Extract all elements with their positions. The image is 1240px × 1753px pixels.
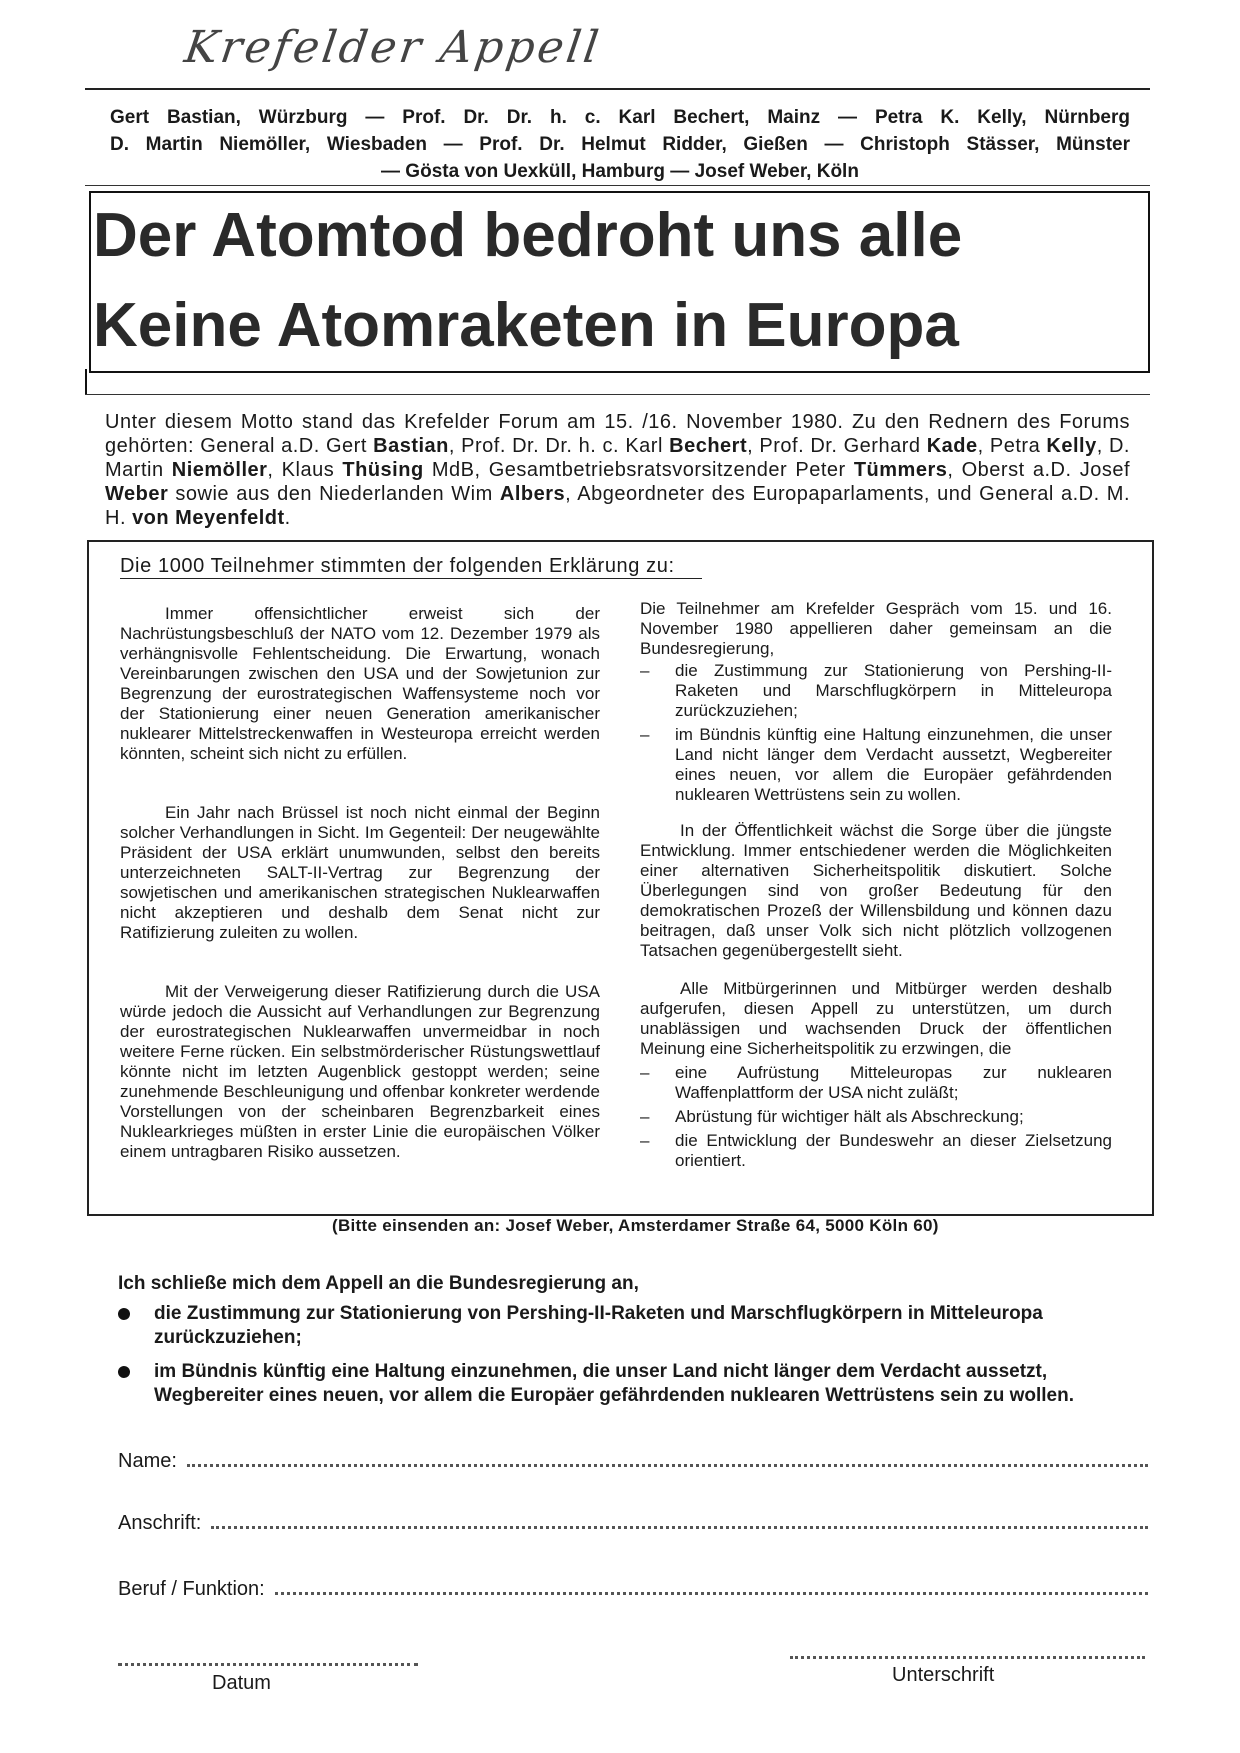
profession-label: Beruf / Funktion: bbox=[118, 1578, 265, 1600]
profession-field[interactable] bbox=[118, 1578, 1148, 1601]
dash-item bbox=[640, 1131, 1112, 1171]
speaker-name: Bechert bbox=[669, 435, 748, 457]
speaker-name: Kade bbox=[926, 435, 978, 457]
dash-marker: – bbox=[640, 1107, 650, 1126]
dash-item-text: im Bündnis künftig eine Haltung einzunehmen, die unser Land nicht länger dem Verdacht aussetzt, Wegbereiter eines neuen, vor allem die Europäer gefährdenden nuklearen Wettrüstens sein zu wollen. bbox=[675, 725, 1112, 804]
dash-item bbox=[640, 661, 1112, 721]
speaker-name: Albers bbox=[499, 483, 566, 505]
pledge-intro: Ich schließe mich dem Appell an die Bundesregierung an, bbox=[118, 1273, 639, 1294]
intro-text: . bbox=[284, 507, 291, 529]
signatories-line: D. Martin Niemöller, Wiesbaden — Prof. Dr. Helmut Ridder, Gießen — Christoph Stässer, Münster bbox=[110, 134, 1130, 155]
intro-text: , D. Martin bbox=[105, 435, 1130, 481]
dash-item bbox=[640, 1107, 1112, 1127]
speaker-name: Niemöller bbox=[171, 459, 268, 481]
address-label: Anschrift: bbox=[118, 1512, 202, 1534]
intro-text: sowie aus den Niederlanden Wim bbox=[168, 483, 500, 505]
dash-marker: – bbox=[640, 661, 650, 680]
intro-text: , Klaus bbox=[267, 459, 343, 481]
signature-label: Unterschrift bbox=[892, 1664, 995, 1686]
bullet-icon bbox=[118, 1366, 130, 1378]
dash-item-text: Abrüstung für wichtiger hält als Abschreckung; bbox=[675, 1107, 1024, 1126]
pledge-item-text: im Bündnis künftig eine Haltung einzunehmen, die unser Land nicht länger dem Verdacht aussetzt, Wegbereiter eines neuen, vor allem die Europäer gefährdenden nuklearen Wettrüstens sein zu wollen. bbox=[154, 1361, 1074, 1406]
date-label: Datum bbox=[212, 1672, 271, 1694]
name-field[interactable] bbox=[118, 1450, 1148, 1473]
headline-line-1: Der Atomtod bedroht uns alle bbox=[93, 201, 963, 270]
declaration-title: Die 1000 Teilnehmer stimmten der folgenden Erklärung zu: bbox=[120, 555, 675, 577]
divider bbox=[85, 369, 87, 395]
divider bbox=[85, 394, 1150, 395]
date-input-line[interactable] bbox=[118, 1663, 418, 1666]
dash-item-text: die Entwicklung der Bundeswehr an dieser Zielsetzung orientiert. bbox=[675, 1131, 1112, 1170]
speaker-name: Thüsing bbox=[342, 459, 424, 481]
intro-paragraph bbox=[105, 410, 1130, 530]
signature-input-line[interactable] bbox=[790, 1656, 1145, 1659]
dash-item bbox=[640, 725, 1112, 805]
declaration-paragraph: Die Teilnehmer am Krefelder Gespräch vom 15. und 16. November 1980 appellieren daher gemeinsam an die Bundesregierung, bbox=[640, 599, 1112, 658]
speaker-name: Weber bbox=[105, 483, 169, 505]
divider bbox=[85, 185, 1150, 186]
dash-item-text: die Zustimmung zur Stationierung von Pershing-II-Raketen und Marschflugkörpern in Mitteleuropa zurückzuziehen; bbox=[675, 661, 1112, 720]
speaker-name: Bastian bbox=[373, 435, 449, 457]
dash-marker: – bbox=[640, 1131, 650, 1150]
address-input-line[interactable] bbox=[211, 1512, 1148, 1529]
signatories bbox=[110, 104, 1130, 185]
profession-input-line[interactable] bbox=[275, 1578, 1148, 1595]
intro-text: Unter diesem Motto stand das Krefelder Forum am 15. /16. November 1980. Zu den Rednern des Forums gehörten: General a.D. Gert bbox=[105, 411, 1130, 457]
declaration-paragraph: Mit der Verweigerung dieser Ratifizierung durch die USA würde jedoch die Aussicht auf Verhandlungen zur Begrenzung der eurostrategischen Nuklearwaffen unvermeidbar in noch weitere Ferne rücken. Ein selbstmörderischer Rüstungswettlauf könnte nicht im letzten Augenblick gestoppt werden; seine zunehmende Beschleunigung und offenbar konkreter werdende Vorstellungen von der scheinbaren Begrenzbarkeit eines Nuklearkrieges müßten in erster Linie die europäischen Völker einem untragbaren Risiko aussetzen. bbox=[120, 982, 600, 1161]
intro-text: , Prof. Dr. Dr. h. c. Karl bbox=[448, 435, 670, 457]
dash-marker: – bbox=[640, 1063, 650, 1082]
name-input-line[interactable] bbox=[187, 1450, 1148, 1467]
declaration-right-column bbox=[640, 599, 1112, 1175]
speaker-name: von Meyenfeldt bbox=[132, 507, 285, 529]
top-rule bbox=[85, 88, 1150, 90]
intro-text: MdB, Gesamtbetriebsratsvorsitzender Peter bbox=[423, 459, 854, 481]
name-label: Name: bbox=[118, 1450, 177, 1472]
pledge-section bbox=[118, 1272, 1148, 1408]
dash-item bbox=[640, 1063, 1112, 1103]
pledge-item bbox=[118, 1302, 1148, 1350]
declaration-paragraph: In der Öffentlichkeit wächst die Sorge über die jüngste Entwicklung. Immer entschiedener werden die Möglichkeiten einer alternativen Sicherheitspolitik diskutiert. Solche Überlegungen sind von großer Bedeutung für den demokratischen Prozeß der Willensbildung und können dazu beitragen, daß unser Volk sich nicht plötzlich vollzogenen Tatsachen gegenübergestellt sieht. bbox=[640, 821, 1112, 960]
signatories-line: Gert Bastian, Würzburg — Prof. Dr. Dr. h. c. Karl Bechert, Mainz — Petra K. Kelly, Nürnberg bbox=[110, 107, 1130, 128]
handwritten-title: Krefelder Appell bbox=[181, 22, 605, 73]
pledge-item-text: die Zustimmung zur Stationierung von Pershing-II-Raketen und Marschflugkörpern in Mitteleuropa zurückzuziehen; bbox=[154, 1303, 1043, 1348]
declaration-paragraph: Alle Mitbürgerinnen und Mitbürger werden deshalb aufgerufen, diesen Appell zu unterstützen, um durch unablässigen und wachsenden Druck der öffentlichen Meinung eine Sicherheitspolitik zu erzwingen, die bbox=[640, 979, 1112, 1058]
pledge-item bbox=[118, 1360, 1148, 1408]
dash-item-text: eine Aufrüstung Mitteleuropas zur nuklearen Waffenplattform der USA nicht zuläßt; bbox=[675, 1063, 1112, 1102]
intro-text: , Abgeordneter des Europaparlaments, und General a.D. M. H. bbox=[105, 483, 1131, 529]
title-underline bbox=[120, 578, 702, 579]
send-to-address: (Bitte einsenden an: Josef Weber, Amsterdamer Straße 64, 5000 Köln 60) bbox=[332, 1216, 939, 1235]
declaration-paragraph: Ein Jahr nach Brüssel ist noch nicht einmal der Beginn solcher Verhandlungen in Sicht. Im Gegenteil: Der neugewählte Präsident der USA erklärt unumwunden, selbst den bereits unterzeichneten SALT-II-Vertrag zur Begrenzung der sowjetischen und amerikanischen strategischen Nuklearwaffen nicht akzeptieren und deshalb dem Senat nicht zur Ratifizierung zuleiten zu wollen. bbox=[120, 803, 600, 942]
declaration-paragraph: Immer offensichtlicher erweist sich der Nachrüstungsbeschluß der NATO vom 12. Dezember 1979 als verhängnisvolle Fehlentscheidung. Die Erwartung, wonach Vereinbarungen zwischen den USA und der Sowjetunion zur Begrenzung der eurostrategischen Waffensysteme noch vor der Stationierung einer neuen Generation amerikanischer nuklearer Mittelstreckenwaffen in Westeuropa erreicht werden könnten, scheint sich nicht zu erfüllen. bbox=[120, 604, 600, 763]
speaker-name: Kelly bbox=[1046, 435, 1097, 457]
address-field[interactable] bbox=[118, 1512, 1148, 1535]
intro-text: , Petra bbox=[977, 435, 1047, 457]
speaker-name: Tümmers bbox=[853, 459, 948, 481]
bullet-icon bbox=[118, 1308, 130, 1320]
dash-marker: – bbox=[640, 725, 650, 744]
signatories-line: — Gösta von Uexküll, Hamburg — Josef Weber, Köln bbox=[381, 161, 859, 182]
declaration-left-column bbox=[120, 604, 600, 1201]
intro-text: , Prof. Dr. Gerhard bbox=[747, 435, 927, 457]
headline-line-2: Keine Atomraketen in Europa bbox=[93, 291, 959, 360]
intro-text: , Oberst a.D. Josef bbox=[947, 459, 1131, 481]
